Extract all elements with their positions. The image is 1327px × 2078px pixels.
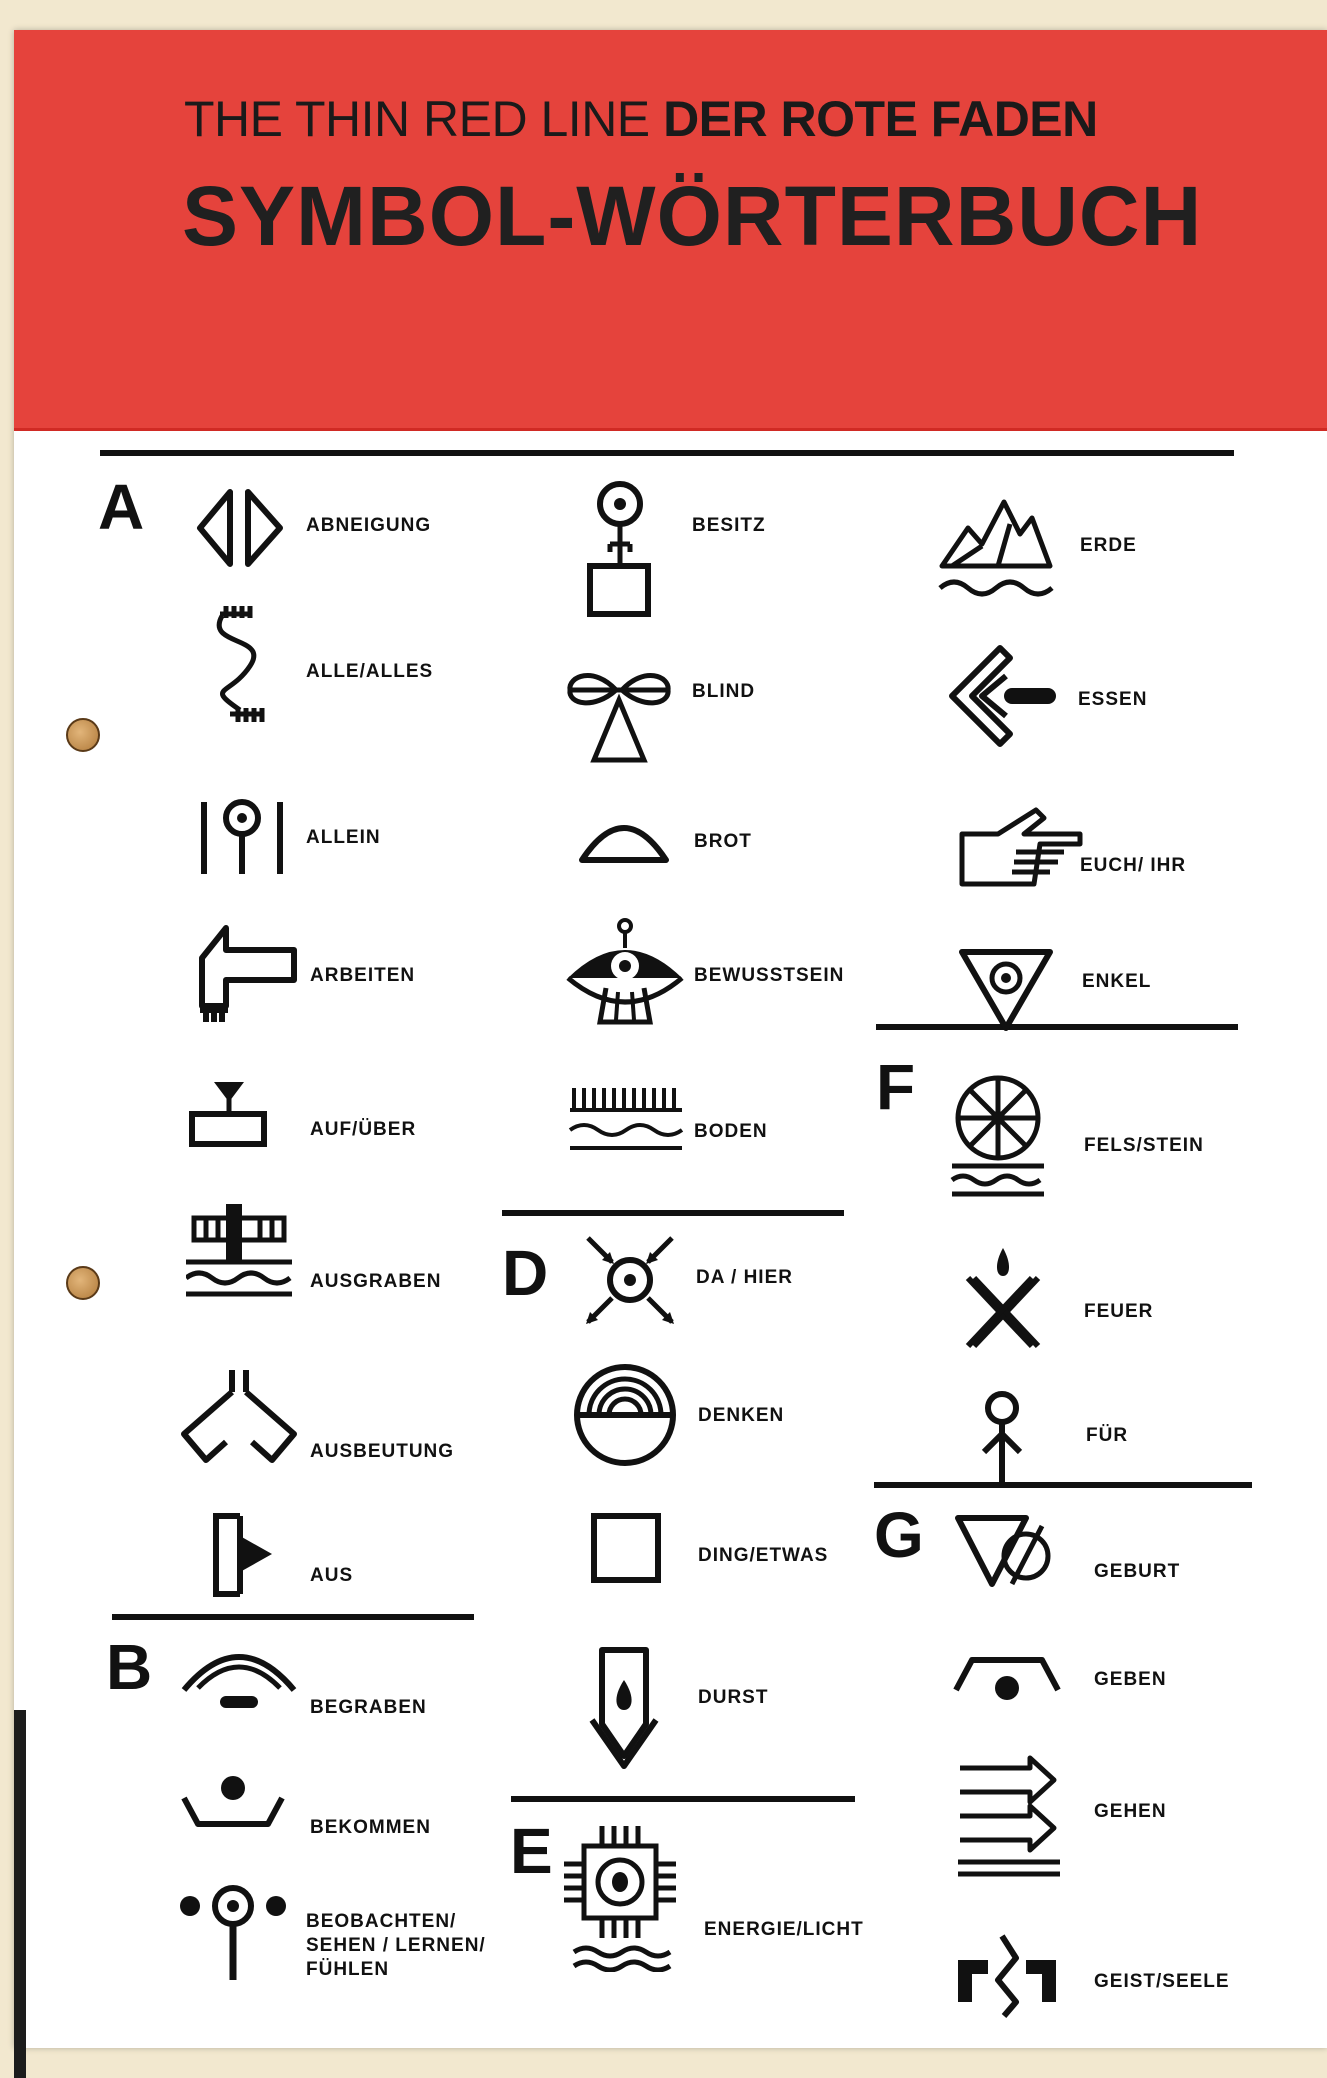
header-title bbox=[184, 90, 1284, 148]
label-allein: ALLEIN bbox=[306, 827, 381, 848]
da-icon bbox=[580, 1230, 680, 1330]
bewusstsein-icon bbox=[560, 912, 690, 1032]
section-rule-f bbox=[876, 1024, 1238, 1030]
ausgraben-icon bbox=[186, 1200, 296, 1310]
abneigung-icon bbox=[190, 478, 290, 578]
label-abneigung: ABNEIGUNG bbox=[306, 515, 432, 536]
card-edge-shadow bbox=[14, 1710, 26, 2078]
label-alle: ALLE/ALLES bbox=[306, 661, 434, 682]
section-rule-g bbox=[874, 1482, 1252, 1488]
label-fels: FELS/STEIN bbox=[1084, 1135, 1204, 1156]
label-geben: GEBEN bbox=[1094, 1669, 1167, 1690]
bekommen-icon bbox=[178, 1772, 288, 1842]
section-letter-g: G bbox=[874, 1499, 924, 1571]
label-denken: DENKEN bbox=[698, 1405, 785, 1426]
geist-icon bbox=[952, 1930, 1062, 2020]
fels-icon bbox=[948, 1070, 1048, 1200]
label-euch: EUCH/ IHR bbox=[1080, 855, 1187, 876]
fuer-icon bbox=[974, 1390, 1034, 1490]
label-geburt: GEBURT bbox=[1094, 1561, 1181, 1582]
aus-icon bbox=[210, 1510, 280, 1600]
section-rule-d bbox=[502, 1210, 844, 1216]
label-fuer: FÜR bbox=[1086, 1425, 1129, 1446]
label-energie: ENERGIE/LICHT bbox=[704, 1919, 864, 1940]
label-boden: BODEN bbox=[694, 1121, 768, 1142]
section-letter-b: B bbox=[106, 1631, 153, 1703]
feuer-icon bbox=[958, 1242, 1048, 1352]
geben-icon bbox=[952, 1644, 1062, 1714]
binding-hole bbox=[66, 718, 100, 752]
besitz-icon bbox=[580, 478, 660, 628]
label-erde: ERDE bbox=[1080, 535, 1137, 556]
section-rule-b bbox=[112, 1614, 474, 1620]
durst-icon bbox=[584, 1644, 664, 1774]
gehen-icon bbox=[954, 1752, 1064, 1882]
label-durst: DURST bbox=[698, 1687, 769, 1708]
label-bekommen: BEKOMMEN bbox=[310, 1817, 431, 1838]
section-letter-a: A bbox=[98, 471, 145, 543]
label-brot: BROT bbox=[694, 831, 752, 852]
alle-icon bbox=[200, 606, 290, 726]
top-rule bbox=[100, 450, 1234, 456]
label-arbeiten: ARBEITEN bbox=[310, 965, 416, 986]
label-aus: AUS bbox=[310, 1565, 354, 1586]
energie-icon bbox=[560, 1822, 680, 1972]
label-ausgraben: AUSGRABEN bbox=[310, 1271, 442, 1292]
ding-icon bbox=[586, 1508, 666, 1588]
binding-hole bbox=[66, 1266, 100, 1300]
enkel-icon bbox=[956, 944, 1056, 1034]
geburt-icon bbox=[952, 1500, 1062, 1600]
header-banner bbox=[14, 30, 1327, 431]
title-english: THE THIN RED LINE bbox=[184, 91, 650, 147]
brot-icon bbox=[574, 810, 674, 870]
section-letter-f: F bbox=[876, 1051, 916, 1123]
label-essen: ESSEN bbox=[1078, 689, 1148, 710]
label-besitz: BESITZ bbox=[692, 515, 766, 536]
allein-icon bbox=[194, 794, 294, 884]
beobachten-icon bbox=[178, 1884, 288, 1994]
section-rule-e bbox=[511, 1796, 855, 1802]
label-ding: DING/ETWAS bbox=[698, 1545, 829, 1566]
begraben-icon bbox=[174, 1634, 304, 1714]
label-da: DA / HIER bbox=[696, 1267, 793, 1288]
label-blind: BLIND bbox=[692, 681, 756, 702]
arbeiten-icon bbox=[182, 918, 302, 1028]
header-subtitle: SYMBOL-WÖRTERBUCH bbox=[182, 169, 1203, 263]
label-feuer: FEUER bbox=[1084, 1301, 1154, 1322]
title-german: DER ROTE FADEN bbox=[663, 91, 1098, 147]
label-begraben: BEGRABEN bbox=[310, 1697, 427, 1718]
label-bewusstsein: BEWUSSTSEIN bbox=[694, 965, 845, 986]
label-ausbeutung: AUSBEUTUNG bbox=[310, 1441, 455, 1462]
label-geist: GEIST/SEELE bbox=[1094, 1971, 1230, 1992]
dictionary-card bbox=[14, 30, 1327, 2048]
label-auf: AUF/ÜBER bbox=[310, 1119, 417, 1140]
erde-icon bbox=[936, 494, 1056, 604]
label-gehen: GEHEN bbox=[1094, 1801, 1167, 1822]
boden-icon bbox=[566, 1082, 686, 1162]
section-letter-d: D bbox=[502, 1237, 549, 1309]
essen-icon bbox=[946, 642, 1066, 752]
blind-icon bbox=[564, 660, 674, 770]
denken-icon bbox=[570, 1360, 680, 1470]
euch-icon bbox=[954, 800, 1084, 900]
section-letter-e: E bbox=[510, 1815, 553, 1887]
ausbeutung-icon bbox=[174, 1364, 304, 1474]
label-enkel: ENKEL bbox=[1082, 971, 1152, 992]
auf-icon bbox=[184, 1076, 274, 1156]
label-beobachten: BEOBACHTEN/ SEHEN / LERNEN/ FÜHLEN bbox=[306, 1911, 486, 1980]
